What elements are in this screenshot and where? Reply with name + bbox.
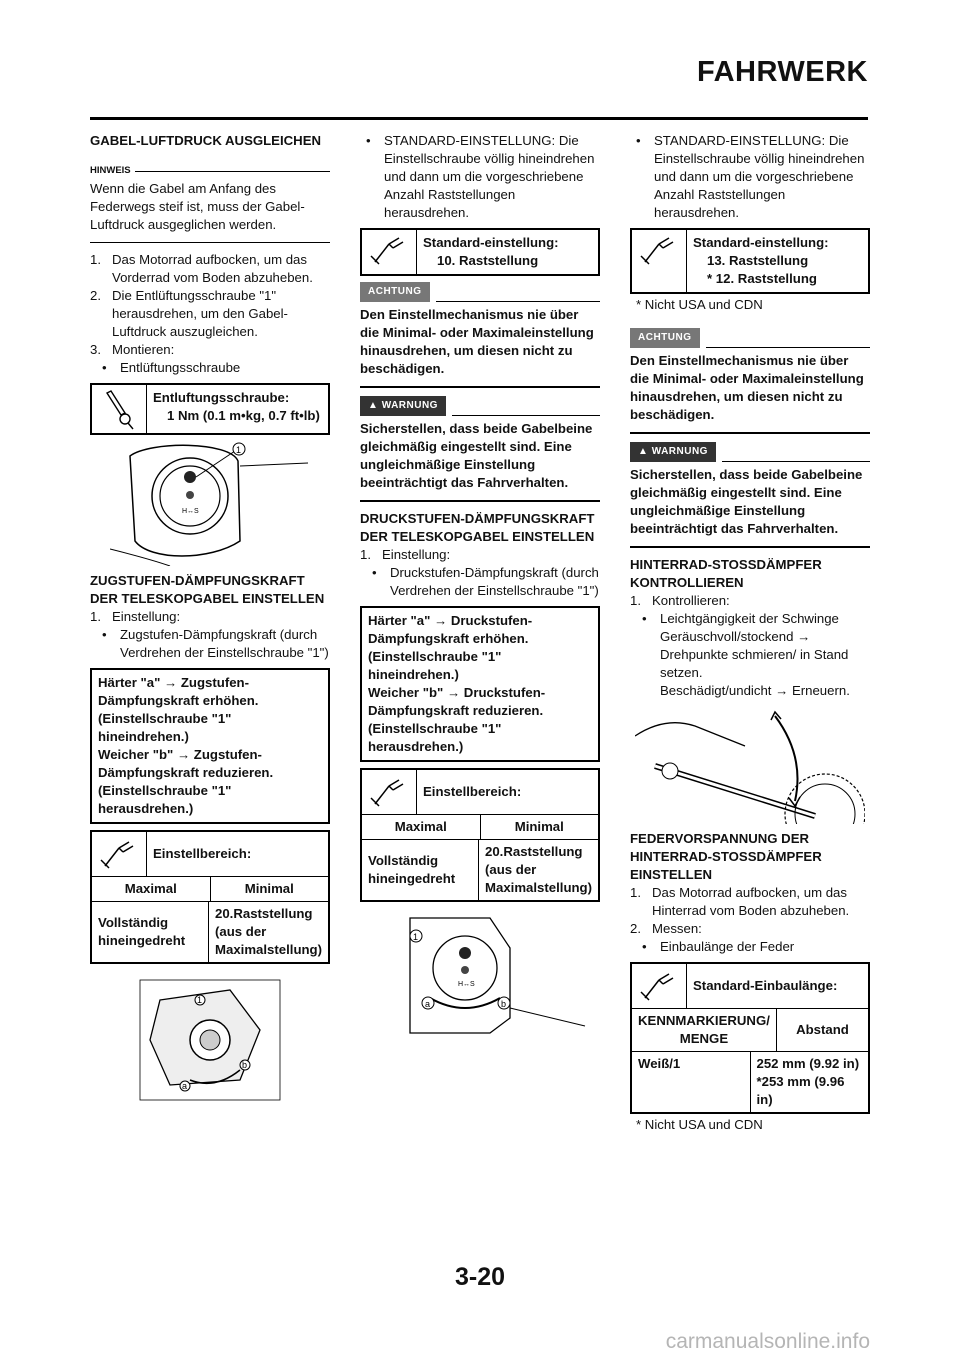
bullet-item: • STANDARD-EINSTELLUNG: Die Einstellschraube völlig hineindrehen und dann um die vorgeschriebene Anzahl Raststellungen herausdrehen. [366,133,595,220]
standard-setting-box [360,228,600,276]
adjust-direction-box [90,668,330,824]
section-heading: HINTERRAD-STOSSDÄMPFER KONTROLLIEREN [630,557,822,590]
svg-text:1: 1 [413,932,419,942]
softer-text: Weicher "b" → Zugstufen-Dämpfungskraft reduzieren. (Einstellschraube "1" herausdrehen.) [98,747,274,816]
length-label: Standard-Einbaulänge: [693,978,838,993]
page-title: FAHRWERK [696,56,868,88]
divider [360,500,600,502]
warning-icon: ▲ [368,400,382,411]
table-cell: 252 mm (9.92 in) *253 mm (9.96 in) [750,1052,869,1112]
compression-adjuster-figure [370,908,590,1038]
caution-text: Den Einstellmechanismus nie über die Minimal- oder Maximaleinstellung hinausdrehen, um diesen nicht zu beschädigen. [360,307,594,376]
fork-bleed-screw-figure [110,441,310,566]
list-item: 1. Das Motorrad aufbocken, um das Vorderrad vom Boden abzuheben. [90,252,313,285]
section-heading: ZUGSTUFEN-DÄMPFUNGSKRAFT DER TELESKOPGABEL EINSTELLEN [90,573,325,606]
list-item: 1. Kontrollieren: [630,593,730,608]
wrench-icon [362,770,417,814]
warning-label: ▲ WARNUNG [360,396,600,416]
col-header: Minimal [480,815,599,839]
torque-label: Entluftungsschraube: [153,390,290,405]
torque-value: 1 Nm (0.1 m•kg, 0.7 ft•lb) [167,408,320,423]
wrench-icon [92,832,147,876]
col-header: Minimal [210,877,329,901]
svg-text:a: a [425,999,431,1009]
harder-text: Härter "a" → Druckstufen-Dämpfungskraft erhöhen. (Einstellschraube "1" hineindrehen.) [368,613,533,682]
svg-text:b: b [242,1060,248,1070]
col-header: Abstand [776,1009,868,1051]
svg-text:a: a [182,1081,188,1091]
torque-wrench-icon [92,385,147,433]
bullet-item: • Zugstufen-Dämpfungskraft (durch Verdrehen der Einstellschraube "1") [102,627,329,660]
caution-text: Den Einstellmechanismus nie über die Minimal- oder Maximaleinstellung hinausdrehen, um diesen nicht zu beschädigen. [630,353,864,422]
list-item: 3. Montieren: [90,342,175,357]
column-3 [630,132,870,1134]
list-item: 1. Einstellung: [90,609,181,624]
standard-setting-box [630,228,870,294]
divider [630,432,870,434]
page-number: 3-20 [454,1263,506,1291]
wrench-icon [632,964,687,1008]
note-text: Wenn die Gabel am Anfang des Federwegs steif ist, muss der Gabel-Luftdruck ausgeglichen werden. [90,181,305,232]
warning-text: Sicherstellen, dass beide Gabelbeine gleichmäßig eingestellt sind. Eine ungleichmäßige Einstellung beeinträchtigt das Fahrverhalten. [630,467,863,536]
range-label: Einstellbereich: [153,846,252,861]
svg-text:1: 1 [236,445,242,455]
divider [90,242,330,243]
table-cell: Vollständig hineingedreht [98,915,186,948]
swingarm-figure [635,706,865,824]
bullet-continuation: Beschädigt/undicht → Erneuern. [660,683,850,698]
list-item: 1. Das Motorrad aufbocken, um das Hinterrad vom Boden abzuheben. [630,885,850,918]
footnote: * Nicht USA und CDN [636,1117,763,1132]
divider [630,546,870,548]
list-item: 2. Die Entlüftungsschraube "1" herausdrehen, um den Gabel-Luftdruck auszugleichen. [90,288,288,339]
spring-length-table [630,962,870,1114]
adjust-range-table [90,830,330,964]
svg-text:1: 1 [197,995,203,1005]
torque-spec-box [90,383,330,435]
adjust-range-table [360,768,600,902]
harder-text: Härter "a" → Zugstufen-Dämpfungskraft erhöhen. (Einstellschraube "1" hineindrehen.) [98,675,259,744]
rebound-adjuster-figure [130,970,290,1110]
warning-icon: ▲ [638,446,652,457]
std-label: Standard-einstellung: [693,235,829,250]
note-label: HINWEIS [90,162,330,180]
std-value: 13. Raststellung [707,253,809,268]
col-header: Maximal [394,819,447,834]
std-value: * 12. Raststellung [707,271,817,286]
svg-text:H↔S: H↔S [458,981,475,988]
divider [360,386,600,388]
warning-label: ▲ WARNUNG [630,442,870,462]
bullet-item: • Entlüftungsschraube [102,360,241,375]
softer-text: Weicher "b" → Druckstufen-Dämpfungskraft reduzieren. (Einstellschraube "1" herausdrehen.) [368,685,546,754]
table-cell: Weiß/1 [638,1056,681,1071]
adjust-direction-box [360,606,600,762]
header-rule [90,117,868,120]
bullet-item: • STANDARD-EINSTELLUNG: Die Einstellschraube völlig hineindrehen und dann um die vorgeschriebene Anzahl Raststellungen herausdrehen. [636,133,865,220]
caution-label: ACHTUNG [630,328,870,348]
list-item: 2. Messen: [630,921,702,936]
section-heading: DRUCKSTUFEN-DÄMPFUNGSKRAFT DER TELESKOPGABEL EINSTELLEN [360,511,595,544]
std-value: 10. Raststellung [437,253,539,268]
section-heading: GABEL-LUFTDRUCK AUSGLEICHEN [90,133,322,148]
list-item: 1. Einstellung: [360,547,451,562]
col-header: KENNMARKIERUNG/ MENGE [638,1013,770,1046]
caution-label: ACHTUNG [360,282,600,302]
table-cell: 20.Raststellung (aus der Maximalstellung) [208,902,328,962]
column-1 [90,132,330,1116]
section-heading: FEDERVORSPANNUNG DER HINTERRAD-STOSSDÄMPFER EINSTELLEN [630,831,822,882]
wrench-icon [362,230,417,274]
wrench-icon [632,230,687,292]
warning-text: Sicherstellen, dass beide Gabelbeine gleichmäßig eingestellt sind. Eine ungleichmäßige Einstellung beeinträchtigt das Fahrverhalten. [360,421,593,490]
svg-text:H↔S: H↔S [182,508,199,515]
std-label: Standard-einstellung: [423,235,559,250]
bullet-item: • Druckstufen-Dämpfungskraft (durch Verdrehen der Einstellschraube "1") [372,565,599,598]
svg-text:b: b [501,999,507,1009]
footnote: * Nicht USA und CDN [636,297,763,312]
range-label: Einstellbereich: [423,784,522,799]
table-cell: 20.Raststellung (aus der Maximalstellung) [478,840,598,900]
watermark: carmanualsonline.info [665,1330,870,1353]
bullet-item: • Einbaulänge der Feder [642,939,795,954]
bullet-item: • Leichtgängigkeit der Schwinge Geräuschvoll/stockend → Drehpunkte schmieren/ in Stand setzen. [642,611,849,680]
col-header: Maximal [124,881,177,896]
table-cell: Vollständig hineingedreht [368,853,456,886]
column-2 [360,132,600,1044]
